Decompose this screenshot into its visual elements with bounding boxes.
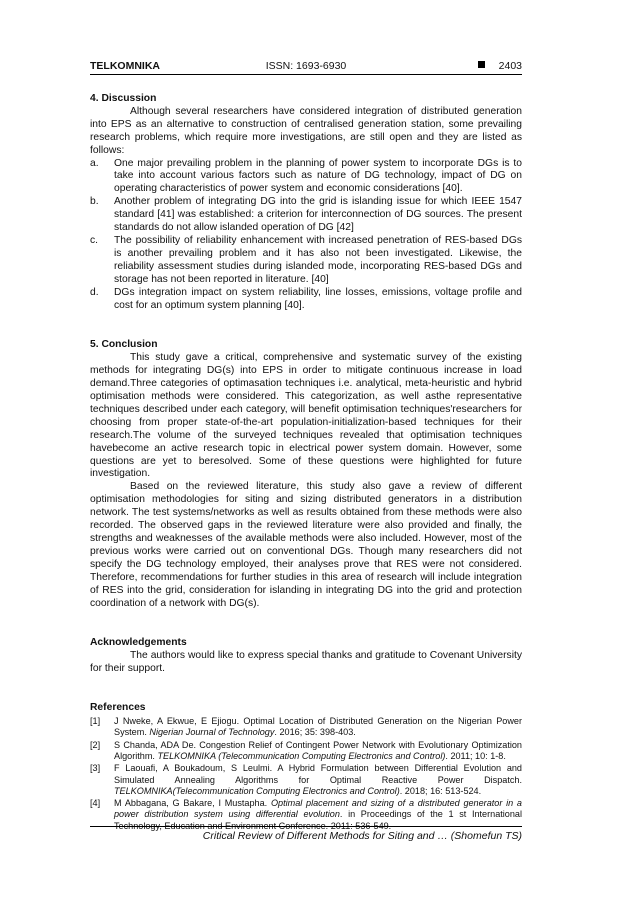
list-marker: c. xyxy=(90,234,99,246)
reference-italic: Optimal placement and sizing of a distributed generator in a power distribution system using differential evolution xyxy=(114,798,522,820)
references-heading: References xyxy=(90,702,146,714)
page-content xyxy=(90,58,522,833)
list-item xyxy=(90,235,522,287)
reference-list xyxy=(90,716,522,832)
acknowledgements-heading: Acknowledgements xyxy=(90,637,187,649)
reference-item xyxy=(90,740,522,763)
discussion-heading: 4. Discussion xyxy=(90,93,157,104)
discussion-section xyxy=(90,93,522,312)
reference-text: S Chanda, ADA De. Congestion Relief of Contingent Power Network with Evolutionary Optimization Algorithm. xyxy=(114,739,522,761)
reference-tail: . in Proceedings of the 1 st International Technology, Education and Environment Conference. 2011: 536-549. xyxy=(114,809,522,831)
reference-marker: [1] xyxy=(90,716,101,727)
list-item-text: The possibility of reliability enhancement with increased penetration of RES-based DGs is another prevailing problem and it has also not been investigated. Likewise, the reliability assessment studies during islanded mode, incorporating RES-based DGs and storage has not been reported in literature. [40] xyxy=(114,234,522,285)
reference-item xyxy=(90,763,522,797)
conclusion-paragraph-2: Based on the reviewed literature, this study also gave a review of different optimisation methodologies for siting and sizing distributed generators in a distribution network. The test systems/networks as well as results obtained from these methods were also recorded. The observed gaps in the reviewed literature were also provided and finally, the strengths and weaknesses of the available methods were also included. However, most of the previous works were carried out on conventional DGs. Though many researchers did not specify the DG technology employed, their analyses prove that RES were not considered. Therefore, recommendations for further studies in this area of research will include integration of RES into the grid, consideration for islanding in integrating DG into the grid and protection coordination of a network with DG(s). xyxy=(90,481,522,609)
reference-italic: Nigerian Journal of Technology xyxy=(149,727,275,738)
reference-text: F Laouafi, A Boukadoum, S Leulmi. A Hybrid Formulation between Differential Evolution and Simulated Annealing Algorithms for Optimal Reactive Power Dispatch. xyxy=(114,763,522,785)
square-bullet-icon xyxy=(478,61,485,68)
list-item-text: Another problem of integrating DG into the grid is islanding issue for which IEEE 1547 standard [41] was established: a criterion for interconnection of DG sources. The present standards do not allow islanded operation of DG [42] xyxy=(114,196,522,234)
acknowledgements-section xyxy=(90,637,522,676)
references-section xyxy=(90,702,522,832)
conclusion-paragraph-1: This study gave a critical, comprehensive and systematic survey of the existing methods for integrating DG(s) into EPS in order to mitigate continuous increase in load demand.Three categories of optimasation techniques i.e. analytical, meta-heuristic and hybrid optimisation methods were considered. This categorization, as well asthe representative techniques described under each category, will benefit optimisation techniques'researchers for choosing from proper state-of-the-art population-initialization-based techniques for their research.The volume of the surveyed techniques revealed that optimisation techniques havebecome an active research topic in electrical power system domain. However, some questions are yet to beresolved. Some of these questions were highlighted for future investigation. xyxy=(90,352,522,480)
reference-tail: . 2011; 10: 1-8. xyxy=(445,750,506,761)
reference-text: J Nweke, A Ekwue, E Ejiogu. Optimal Location of Distributed Generation on the Nigerian Power System. xyxy=(114,716,522,738)
conclusion-section xyxy=(90,339,522,610)
reference-italic: TELKOMNIKA (Telecommunication Computing Electronics and Control) xyxy=(157,750,446,761)
reference-item xyxy=(90,716,522,739)
list-item xyxy=(90,287,522,313)
discussion-intro: Although several researchers have considered integration of distributed generation into EPS as an alternative to construction of centralised generation station, some prevailing research problems, which require more investigations, are still open and they are listed as follows: xyxy=(90,105,522,156)
list-marker: d. xyxy=(90,286,99,298)
running-footer xyxy=(90,826,522,842)
reference-tail: . 2018; 16: 513-524. xyxy=(399,785,482,796)
journal-name: TELKOMNIKA xyxy=(90,60,160,72)
list-marker: a. xyxy=(90,157,99,169)
list-marker: b. xyxy=(90,196,99,208)
reference-marker: [3] xyxy=(90,763,101,774)
running-header xyxy=(90,58,522,75)
page-number-block xyxy=(478,60,522,72)
issn: ISSN: 1693-6930 xyxy=(265,60,347,72)
reference-italic: TELKOMNIKA(Telecommunication Computing Electronics and Control) xyxy=(114,785,400,796)
reference-marker: [4] xyxy=(90,798,101,809)
list-item xyxy=(90,196,522,235)
list-item-text: One major prevailing problem in the planning of power system to incorporate DGs is to take into account various factors such as nature of DG technology, impact of DG on operating characteristics of power system and economic considerations [40]. xyxy=(114,157,522,195)
reference-marker: [2] xyxy=(90,739,101,750)
reference-text: M Abbagana, G Bakare, I Mustapha. xyxy=(114,798,271,809)
footer-title: Critical Review of Different Methods for Siting and … (Shomefun TS) xyxy=(202,830,522,842)
discussion-list xyxy=(90,158,522,313)
list-item-text: DGs integration impact on system reliability, line losses, emissions, voltage profile and cost for an optimum system planning [40]. xyxy=(114,286,522,311)
reference-tail: . 2016; 35: 398-403. xyxy=(274,727,356,738)
conclusion-heading: 5. Conclusion xyxy=(90,339,158,351)
list-item xyxy=(90,158,522,197)
acknowledgements-text: The authors would like to express special thanks and gratitude to Covenant University for their support. xyxy=(90,650,522,675)
page-number: 2403 xyxy=(498,60,522,72)
